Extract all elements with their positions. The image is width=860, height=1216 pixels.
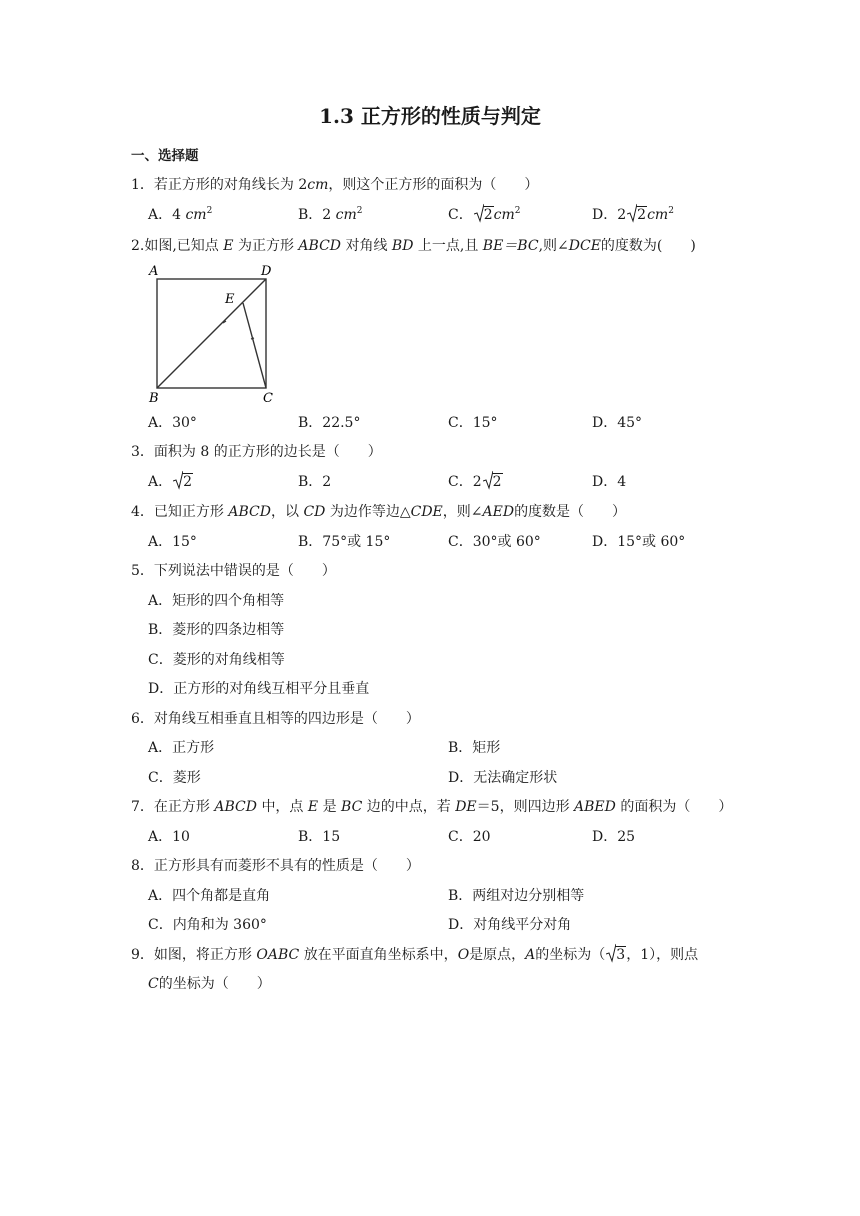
q1-option-b[interactable]: B．2 $cm^2$ (298, 206, 363, 223)
q1-option-a[interactable]: A．4 $cm^2$ (148, 206, 213, 223)
question-2-stem: 2.如图,已知点 E 为正方形 ABCD 对角线 BD 上一点,且 BE＝BC,则∠DCE的度数为( ) (131, 238, 696, 254)
q6-option-b[interactable]: B．矩形 (448, 740, 501, 756)
question-4-stem: 4．已知正方形 ABCD，以 CD 为边作等边△CDE，则∠AED的度数是（ ） (131, 504, 627, 520)
q6-option-c[interactable]: C．菱形 (148, 770, 201, 786)
q2-option-d[interactable]: D．45° (592, 415, 643, 431)
q3-option-d[interactable]: D．4 (592, 474, 627, 490)
question-9-stem: 9．如图，将正方形 OABC 放在平面直角坐标系中，O是原点，A的坐标为（ 3，1），则点 (131, 945, 698, 965)
sqrt-symbol: 2 (483, 472, 503, 492)
square-diagram (145, 263, 285, 417)
q5-option-c[interactable]: C．菱形的对角线相等 (148, 652, 285, 668)
q7-option-b[interactable]: B．15 (298, 829, 341, 845)
q3-option-c[interactable]: C．2 2 (448, 472, 503, 492)
q5-option-b[interactable]: B．菱形的四条边相等 (148, 622, 285, 638)
q8-option-c[interactable]: C．内角和为 360° (148, 917, 267, 933)
q8-option-d[interactable]: D．对角线平分对角 (448, 917, 572, 933)
label-e: E (225, 292, 235, 307)
q4-option-d[interactable]: D．15°或 60° (592, 534, 686, 550)
label-a: A (149, 264, 159, 279)
label-b: B (149, 391, 159, 406)
page-title: 1.3 正方形的性质与判定 (319, 104, 541, 128)
q4-option-c[interactable]: C．30°或 60° (448, 534, 541, 550)
question-7-stem: 7．在正方形 ABCD 中，点 E 是 BC 边的中点，若 DE＝5，则四边形 ABED 的面积为（ ） (131, 799, 733, 815)
question-3-stem: 3．面积为 8 的正方形的边长是（ ） (131, 444, 382, 460)
q4-option-a[interactable]: A．15° (148, 534, 197, 550)
question-number: 1． (131, 177, 154, 193)
q8-option-a[interactable]: A．四个角都是直角 (148, 888, 271, 904)
q3-option-a[interactable]: A． 2 (148, 472, 193, 492)
question-1-stem: 1．若正方形的对角线长为 2cm，则这个正方形的面积为（ ） (131, 177, 539, 193)
q1-option-c[interactable]: C． $2cm^2$ (448, 206, 521, 223)
section-heading: 一、选择题 (131, 148, 199, 164)
question-5-stem: 5．下列说法中错误的是（ ） (131, 563, 336, 579)
sqrt-symbol: 2 (173, 472, 193, 492)
question-9-stem-line2: C的坐标为（ ） (148, 976, 271, 992)
q1-option-d[interactable]: D．2 $2cm^2$ (592, 206, 674, 223)
q6-option-a[interactable]: A．正方形 (148, 740, 215, 756)
q7-option-a[interactable]: A．10 (148, 829, 190, 845)
q5-option-a[interactable]: A．矩形的四个角相等 (148, 593, 285, 609)
sqrt-symbol: 3 (606, 945, 626, 965)
label-d: D (261, 264, 272, 279)
diagonal-bd (157, 279, 266, 388)
q6-option-d[interactable]: D．无法确定形状 (448, 770, 558, 786)
label-c: C (263, 391, 273, 406)
sqrt-symbol: 2 (627, 205, 647, 225)
q2-option-b[interactable]: B．22.5° (298, 415, 361, 431)
question-6-stem: 6．对角线互相垂直且相等的四边形是（ ） (131, 711, 420, 727)
q3-option-b[interactable]: B．2 (298, 474, 332, 490)
q2-option-a[interactable]: A．30° (148, 415, 197, 431)
q4-option-b[interactable]: B．75°或 15° (298, 534, 391, 550)
q8-option-b[interactable]: B．两组对边分别相等 (448, 888, 585, 904)
q2-option-c[interactable]: C．15° (448, 415, 498, 431)
q7-option-c[interactable]: C．20 (448, 829, 491, 845)
segment-ec (243, 303, 266, 388)
q7-option-d[interactable]: D．25 (592, 829, 636, 845)
q5-option-d[interactable]: D．正方形的对角线互相平分且垂直 (148, 681, 370, 697)
question-8-stem: 8．正方形具有而菱形不具有的性质是（ ） (131, 858, 420, 874)
sqrt-symbol: 2 (474, 205, 494, 225)
